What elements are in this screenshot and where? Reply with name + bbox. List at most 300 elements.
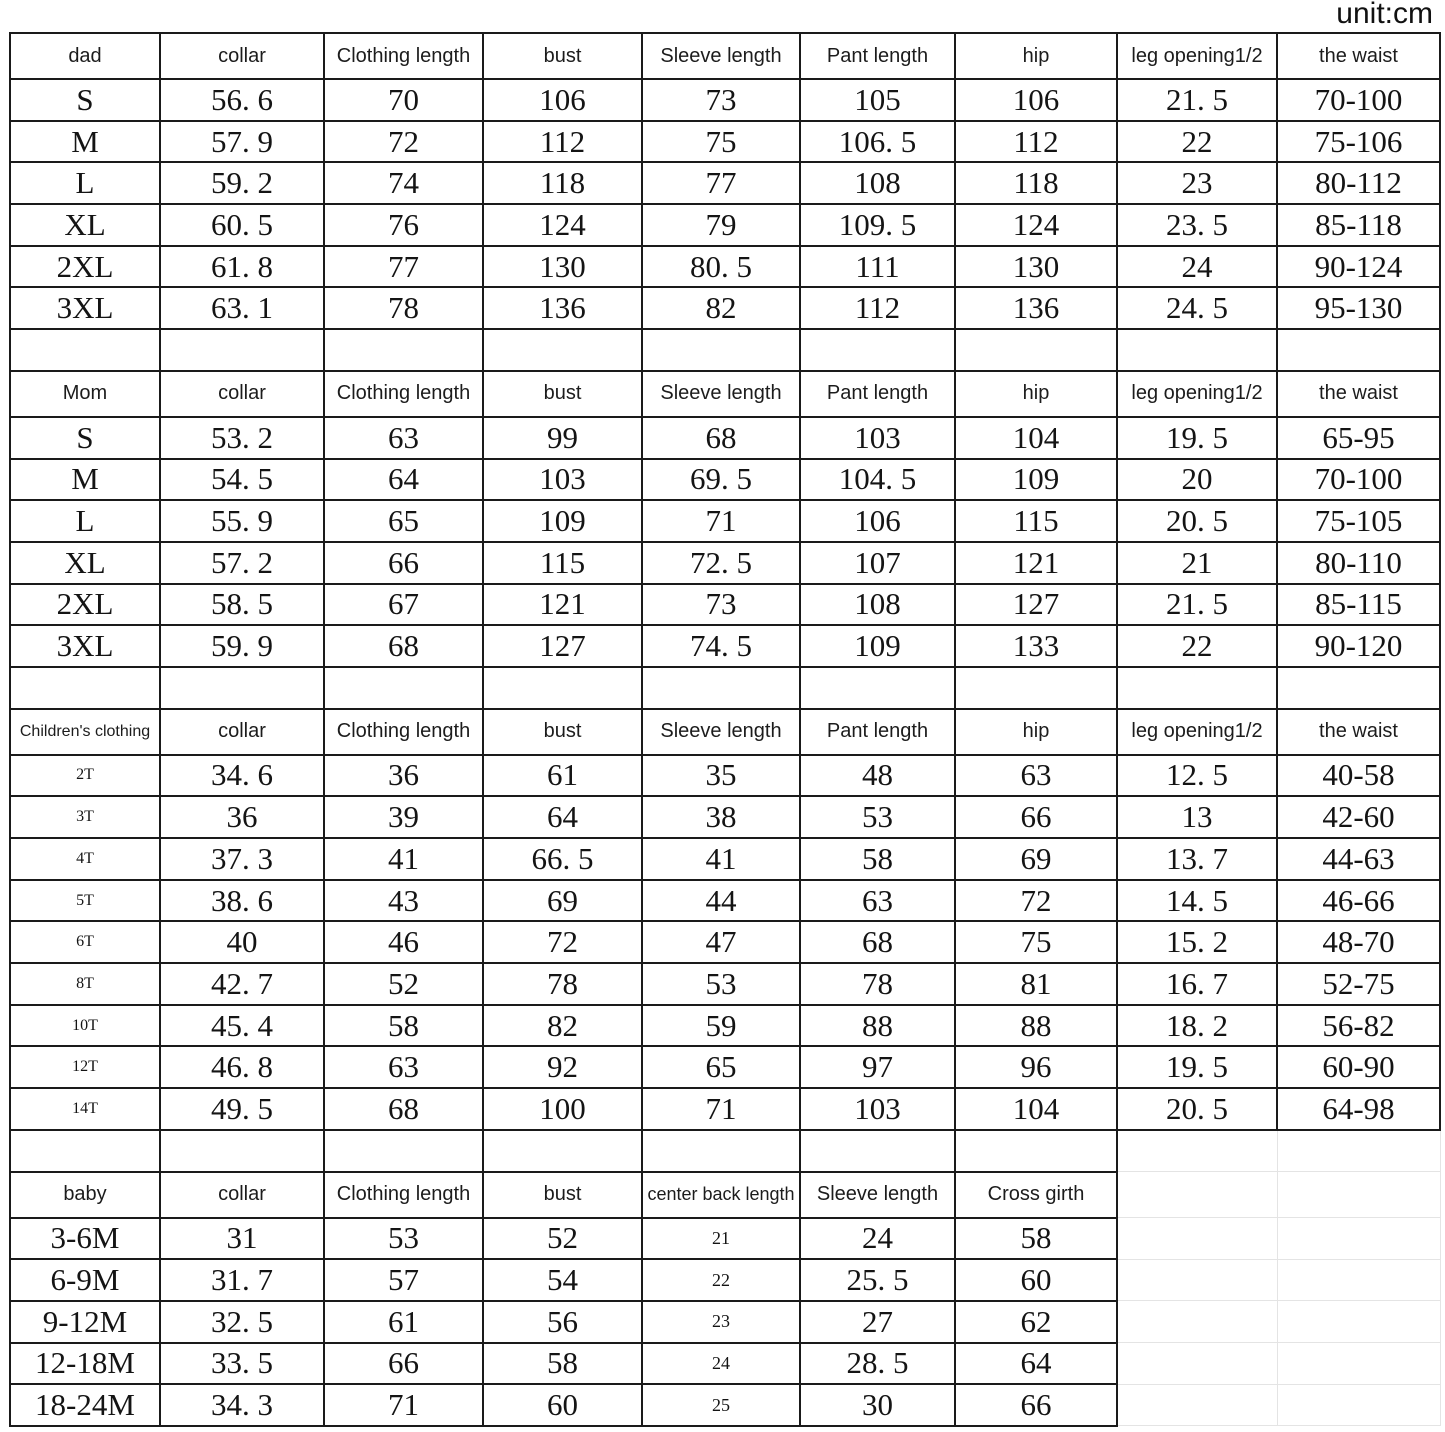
value-cell: 42-60	[1277, 796, 1440, 838]
ghost-cell	[1277, 1259, 1440, 1301]
value-cell: 23	[1117, 162, 1277, 204]
value-cell: 58. 5	[160, 584, 324, 626]
size-label-cell: 5T	[10, 880, 160, 922]
size-label-cell: 2T	[10, 755, 160, 797]
value-cell: 69	[483, 880, 642, 922]
value-cell: 115	[955, 500, 1117, 542]
table-row	[10, 542, 1440, 584]
table-row	[10, 838, 1440, 880]
table-row	[10, 246, 1440, 288]
value-cell: 111	[800, 246, 955, 288]
value-cell: 85-118	[1277, 204, 1440, 246]
section-header-row	[10, 371, 1440, 417]
value-cell: 56. 6	[160, 79, 324, 121]
table-row	[10, 162, 1440, 204]
value-cell: 65	[324, 500, 483, 542]
section-title-cell: Children's clothing	[10, 709, 160, 755]
value-cell: 63	[955, 755, 1117, 797]
value-cell: 66	[955, 796, 1117, 838]
value-cell: 67	[324, 584, 483, 626]
value-cell: 65	[642, 1046, 800, 1088]
value-cell: 25	[642, 1384, 800, 1426]
value-cell: 35	[642, 755, 800, 797]
table-row	[10, 204, 1440, 246]
column-header-cell: bust	[483, 33, 642, 79]
column-header-cell: leg opening1/2	[1117, 709, 1277, 755]
value-cell: 68	[324, 1088, 483, 1130]
ghost-cell	[1117, 1384, 1277, 1426]
value-cell: 40	[160, 921, 324, 963]
value-cell: 33. 5	[160, 1343, 324, 1385]
value-cell: 42. 7	[160, 963, 324, 1005]
value-cell: 52-75	[1277, 963, 1440, 1005]
value-cell: 85-115	[1277, 584, 1440, 626]
value-cell: 96	[955, 1046, 1117, 1088]
value-cell: 58	[483, 1343, 642, 1385]
column-header-cell: the waist	[1277, 371, 1440, 417]
value-cell: 66	[955, 1384, 1117, 1426]
spacer-cell	[955, 329, 1117, 371]
table-row	[10, 1005, 1440, 1047]
value-cell: 73	[642, 584, 800, 626]
value-cell: 57. 2	[160, 542, 324, 584]
value-cell: 30	[800, 1384, 955, 1426]
value-cell: 75	[955, 921, 1117, 963]
value-cell: 56-82	[1277, 1005, 1440, 1047]
value-cell: 60-90	[1277, 1046, 1440, 1088]
value-cell: 69. 5	[642, 459, 800, 501]
size-label-cell: M	[10, 459, 160, 501]
value-cell: 36	[324, 755, 483, 797]
value-cell: 106	[955, 79, 1117, 121]
spacer-row	[10, 1130, 1440, 1172]
value-cell: 121	[483, 584, 642, 626]
value-cell: 64	[955, 1343, 1117, 1385]
value-cell: 70	[324, 79, 483, 121]
size-label-cell: 3XL	[10, 287, 160, 329]
value-cell: 41	[642, 838, 800, 880]
spacer-cell	[642, 329, 800, 371]
value-cell: 80. 5	[642, 246, 800, 288]
value-cell: 68	[800, 921, 955, 963]
value-cell: 31	[160, 1218, 324, 1260]
value-cell: 22	[642, 1259, 800, 1301]
value-cell: 20. 5	[1117, 500, 1277, 542]
value-cell: 136	[955, 287, 1117, 329]
table-row	[10, 121, 1440, 163]
value-cell: 60	[483, 1384, 642, 1426]
spacer-cell	[955, 667, 1117, 709]
column-header-cell: Sleeve length	[642, 709, 800, 755]
value-cell: 61. 8	[160, 246, 324, 288]
spacer-cell	[324, 667, 483, 709]
value-cell: 81	[955, 963, 1117, 1005]
value-cell: 104	[955, 417, 1117, 459]
value-cell: 59	[642, 1005, 800, 1047]
ghost-cell	[1117, 1218, 1277, 1260]
column-header-cell: collar	[160, 709, 324, 755]
value-cell: 57. 9	[160, 121, 324, 163]
value-cell: 54	[483, 1259, 642, 1301]
column-header-cell: Pant length	[800, 709, 955, 755]
value-cell: 59. 9	[160, 625, 324, 667]
value-cell: 58	[955, 1218, 1117, 1260]
ghost-cell	[1117, 1343, 1277, 1385]
value-cell: 109	[955, 459, 1117, 501]
value-cell: 103	[800, 1088, 955, 1130]
spacer-cell	[800, 1130, 955, 1172]
spacer-cell	[642, 667, 800, 709]
value-cell: 12. 5	[1117, 755, 1277, 797]
value-cell: 36	[160, 796, 324, 838]
value-cell: 73	[642, 79, 800, 121]
value-cell: 24	[642, 1343, 800, 1385]
value-cell: 99	[483, 417, 642, 459]
value-cell: 72	[324, 121, 483, 163]
table-row	[10, 1301, 1440, 1343]
column-header-cell: Pant length	[800, 371, 955, 417]
section-title-cell: baby	[10, 1172, 160, 1218]
value-cell: 63	[800, 880, 955, 922]
value-cell: 115	[483, 542, 642, 584]
spacer-cell	[1277, 1130, 1440, 1172]
value-cell: 103	[800, 417, 955, 459]
ghost-cell	[1277, 1172, 1440, 1218]
value-cell: 37. 3	[160, 838, 324, 880]
value-cell: 107	[800, 542, 955, 584]
size-label-cell: 2XL	[10, 246, 160, 288]
spacer-cell	[10, 1130, 160, 1172]
value-cell: 71	[642, 500, 800, 542]
value-cell: 24	[800, 1218, 955, 1260]
value-cell: 52	[324, 963, 483, 1005]
ghost-cell	[1277, 1301, 1440, 1343]
section-title-cell: Mom	[10, 371, 160, 417]
spacer-cell	[1277, 329, 1440, 371]
value-cell: 39	[324, 796, 483, 838]
size-label-cell: 10T	[10, 1005, 160, 1047]
spacer-cell	[1117, 329, 1277, 371]
value-cell: 59. 2	[160, 162, 324, 204]
value-cell: 90-124	[1277, 246, 1440, 288]
size-label-cell: 14T	[10, 1088, 160, 1130]
value-cell: 64	[483, 796, 642, 838]
value-cell: 75-105	[1277, 500, 1440, 542]
size-label-cell: L	[10, 162, 160, 204]
column-header-cell: bust	[483, 1172, 642, 1218]
value-cell: 78	[483, 963, 642, 1005]
value-cell: 108	[800, 584, 955, 626]
value-cell: 66	[324, 1343, 483, 1385]
value-cell: 78	[800, 963, 955, 1005]
size-chart-table	[9, 32, 1441, 1427]
value-cell: 82	[642, 287, 800, 329]
spacer-cell	[160, 329, 324, 371]
spacer-cell	[324, 1130, 483, 1172]
value-cell: 124	[483, 204, 642, 246]
size-label-cell: M	[10, 121, 160, 163]
value-cell: 21	[642, 1218, 800, 1260]
section-header-row	[10, 1172, 1440, 1218]
table-row	[10, 1384, 1440, 1426]
value-cell: 16. 7	[1117, 963, 1277, 1005]
value-cell: 34. 6	[160, 755, 324, 797]
column-header-cell: Sleeve length	[800, 1172, 955, 1218]
unit-label: unit:cm	[1336, 0, 1433, 30]
value-cell: 28. 5	[800, 1343, 955, 1385]
value-cell: 75-106	[1277, 121, 1440, 163]
value-cell: 130	[483, 246, 642, 288]
table-row	[10, 1088, 1440, 1130]
column-header-cell: leg opening1/2	[1117, 33, 1277, 79]
value-cell: 21	[1117, 542, 1277, 584]
size-label-cell: 12T	[10, 1046, 160, 1088]
value-cell: 23	[642, 1301, 800, 1343]
value-cell: 70-100	[1277, 459, 1440, 501]
spacer-cell	[1117, 667, 1277, 709]
value-cell: 72	[483, 921, 642, 963]
column-header-cell: Sleeve length	[642, 33, 800, 79]
column-header-cell: Sleeve length	[642, 371, 800, 417]
value-cell: 127	[483, 625, 642, 667]
value-cell: 109	[800, 625, 955, 667]
ghost-cell	[1117, 1259, 1277, 1301]
table-row	[10, 963, 1440, 1005]
value-cell: 88	[800, 1005, 955, 1047]
value-cell: 106. 5	[800, 121, 955, 163]
value-cell: 64	[324, 459, 483, 501]
spacer-cell	[324, 329, 483, 371]
value-cell: 118	[483, 162, 642, 204]
value-cell: 18. 2	[1117, 1005, 1277, 1047]
column-header-cell: Pant length	[800, 33, 955, 79]
spacer-cell	[800, 329, 955, 371]
value-cell: 40-58	[1277, 755, 1440, 797]
value-cell: 61	[324, 1301, 483, 1343]
value-cell: 55. 9	[160, 500, 324, 542]
size-label-cell: 8T	[10, 963, 160, 1005]
size-label-cell: S	[10, 79, 160, 121]
value-cell: 41	[324, 838, 483, 880]
value-cell: 112	[955, 121, 1117, 163]
value-cell: 136	[483, 287, 642, 329]
value-cell: 61	[483, 755, 642, 797]
value-cell: 66. 5	[483, 838, 642, 880]
value-cell: 46. 8	[160, 1046, 324, 1088]
value-cell: 79	[642, 204, 800, 246]
value-cell: 127	[955, 584, 1117, 626]
table-row	[10, 1218, 1440, 1260]
spacer-cell	[160, 667, 324, 709]
size-label-cell: 2XL	[10, 584, 160, 626]
column-header-cell: bust	[483, 371, 642, 417]
size-label-cell: L	[10, 500, 160, 542]
value-cell: 70-100	[1277, 79, 1440, 121]
value-cell: 112	[483, 121, 642, 163]
value-cell: 95-130	[1277, 287, 1440, 329]
ghost-cell	[1277, 1384, 1440, 1426]
size-label-cell: XL	[10, 204, 160, 246]
table-row	[10, 584, 1440, 626]
value-cell: 130	[955, 246, 1117, 288]
value-cell: 68	[642, 417, 800, 459]
value-cell: 75	[642, 121, 800, 163]
spacer-cell	[160, 1130, 324, 1172]
table-row	[10, 880, 1440, 922]
value-cell: 66	[324, 542, 483, 584]
value-cell: 54. 5	[160, 459, 324, 501]
value-cell: 52	[483, 1218, 642, 1260]
spacer-cell	[10, 329, 160, 371]
column-header-cell: the waist	[1277, 33, 1440, 79]
value-cell: 118	[955, 162, 1117, 204]
value-cell: 43	[324, 880, 483, 922]
value-cell: 65-95	[1277, 417, 1440, 459]
value-cell: 133	[955, 625, 1117, 667]
table-row	[10, 625, 1440, 667]
column-header-cell: leg opening1/2	[1117, 371, 1277, 417]
value-cell: 108	[800, 162, 955, 204]
value-cell: 48	[800, 755, 955, 797]
size-label-cell: 6T	[10, 921, 160, 963]
size-label-cell: 9-12M	[10, 1301, 160, 1343]
value-cell: 53	[800, 796, 955, 838]
value-cell: 82	[483, 1005, 642, 1047]
value-cell: 109	[483, 500, 642, 542]
value-cell: 19. 5	[1117, 417, 1277, 459]
value-cell: 46	[324, 921, 483, 963]
spacer-cell	[955, 1130, 1117, 1172]
value-cell: 27	[800, 1301, 955, 1343]
spacer-cell	[10, 667, 160, 709]
table-row	[10, 417, 1440, 459]
value-cell: 105	[800, 79, 955, 121]
size-label-cell: 6-9M	[10, 1259, 160, 1301]
value-cell: 103	[483, 459, 642, 501]
value-cell: 63	[324, 417, 483, 459]
value-cell: 68	[324, 625, 483, 667]
spacer-cell	[483, 667, 642, 709]
value-cell: 121	[955, 542, 1117, 584]
size-label-cell: XL	[10, 542, 160, 584]
column-header-cell: Clothing length	[324, 1172, 483, 1218]
table-row	[10, 500, 1440, 542]
section-header-row	[10, 33, 1440, 79]
value-cell: 64-98	[1277, 1088, 1440, 1130]
value-cell: 77	[324, 246, 483, 288]
value-cell: 38	[642, 796, 800, 838]
column-header-cell: Clothing length	[324, 709, 483, 755]
value-cell: 124	[955, 204, 1117, 246]
spacer-row	[10, 667, 1440, 709]
section-header-row	[10, 709, 1440, 755]
value-cell: 15. 2	[1117, 921, 1277, 963]
value-cell: 100	[483, 1088, 642, 1130]
size-label-cell: S	[10, 417, 160, 459]
value-cell: 19. 5	[1117, 1046, 1277, 1088]
value-cell: 56	[483, 1301, 642, 1343]
table-row	[10, 459, 1440, 501]
value-cell: 38. 6	[160, 880, 324, 922]
column-header-cell: bust	[483, 709, 642, 755]
value-cell: 97	[800, 1046, 955, 1088]
size-label-cell: 3-6M	[10, 1218, 160, 1260]
value-cell: 48-70	[1277, 921, 1440, 963]
size-label-cell: 18-24M	[10, 1384, 160, 1426]
ghost-cell	[1117, 1301, 1277, 1343]
value-cell: 32. 5	[160, 1301, 324, 1343]
value-cell: 80-110	[1277, 542, 1440, 584]
value-cell: 46-66	[1277, 880, 1440, 922]
value-cell: 20	[1117, 459, 1277, 501]
column-header-cell: Cross girth	[955, 1172, 1117, 1218]
value-cell: 13. 7	[1117, 838, 1277, 880]
table-row	[10, 79, 1440, 121]
value-cell: 92	[483, 1046, 642, 1088]
value-cell: 76	[324, 204, 483, 246]
column-header-cell: hip	[955, 709, 1117, 755]
value-cell: 24. 5	[1117, 287, 1277, 329]
value-cell: 20. 5	[1117, 1088, 1277, 1130]
spacer-cell	[483, 1130, 642, 1172]
value-cell: 80-112	[1277, 162, 1440, 204]
value-cell: 21. 5	[1117, 79, 1277, 121]
value-cell: 58	[324, 1005, 483, 1047]
value-cell: 112	[800, 287, 955, 329]
value-cell: 104	[955, 1088, 1117, 1130]
table-row	[10, 796, 1440, 838]
value-cell: 14. 5	[1117, 880, 1277, 922]
size-chart-body	[10, 33, 1440, 1426]
value-cell: 69	[955, 838, 1117, 880]
column-header-cell: Clothing length	[324, 33, 483, 79]
value-cell: 74	[324, 162, 483, 204]
ghost-cell	[1117, 1172, 1277, 1218]
value-cell: 45. 4	[160, 1005, 324, 1047]
table-row	[10, 755, 1440, 797]
table-row	[10, 921, 1440, 963]
column-header-cell: hip	[955, 371, 1117, 417]
value-cell: 53. 2	[160, 417, 324, 459]
column-header-cell: the waist	[1277, 709, 1440, 755]
value-cell: 31. 7	[160, 1259, 324, 1301]
table-row	[10, 1343, 1440, 1385]
value-cell: 44	[642, 880, 800, 922]
value-cell: 74. 5	[642, 625, 800, 667]
value-cell: 25. 5	[800, 1259, 955, 1301]
value-cell: 22	[1117, 625, 1277, 667]
size-label-cell: 12-18M	[10, 1343, 160, 1385]
size-label-cell: 3T	[10, 796, 160, 838]
column-header-cell: collar	[160, 33, 324, 79]
spacer-cell	[800, 667, 955, 709]
value-cell: 49. 5	[160, 1088, 324, 1130]
value-cell: 47	[642, 921, 800, 963]
column-header-cell: center back length	[642, 1172, 800, 1218]
value-cell: 60. 5	[160, 204, 324, 246]
table-row	[10, 287, 1440, 329]
value-cell: 13	[1117, 796, 1277, 838]
value-cell: 109. 5	[800, 204, 955, 246]
table-row	[10, 1046, 1440, 1088]
value-cell: 78	[324, 287, 483, 329]
value-cell: 53	[642, 963, 800, 1005]
spacer-row	[10, 329, 1440, 371]
ghost-cell	[1277, 1218, 1440, 1260]
size-label-cell: 4T	[10, 838, 160, 880]
value-cell: 62	[955, 1301, 1117, 1343]
value-cell: 21. 5	[1117, 584, 1277, 626]
